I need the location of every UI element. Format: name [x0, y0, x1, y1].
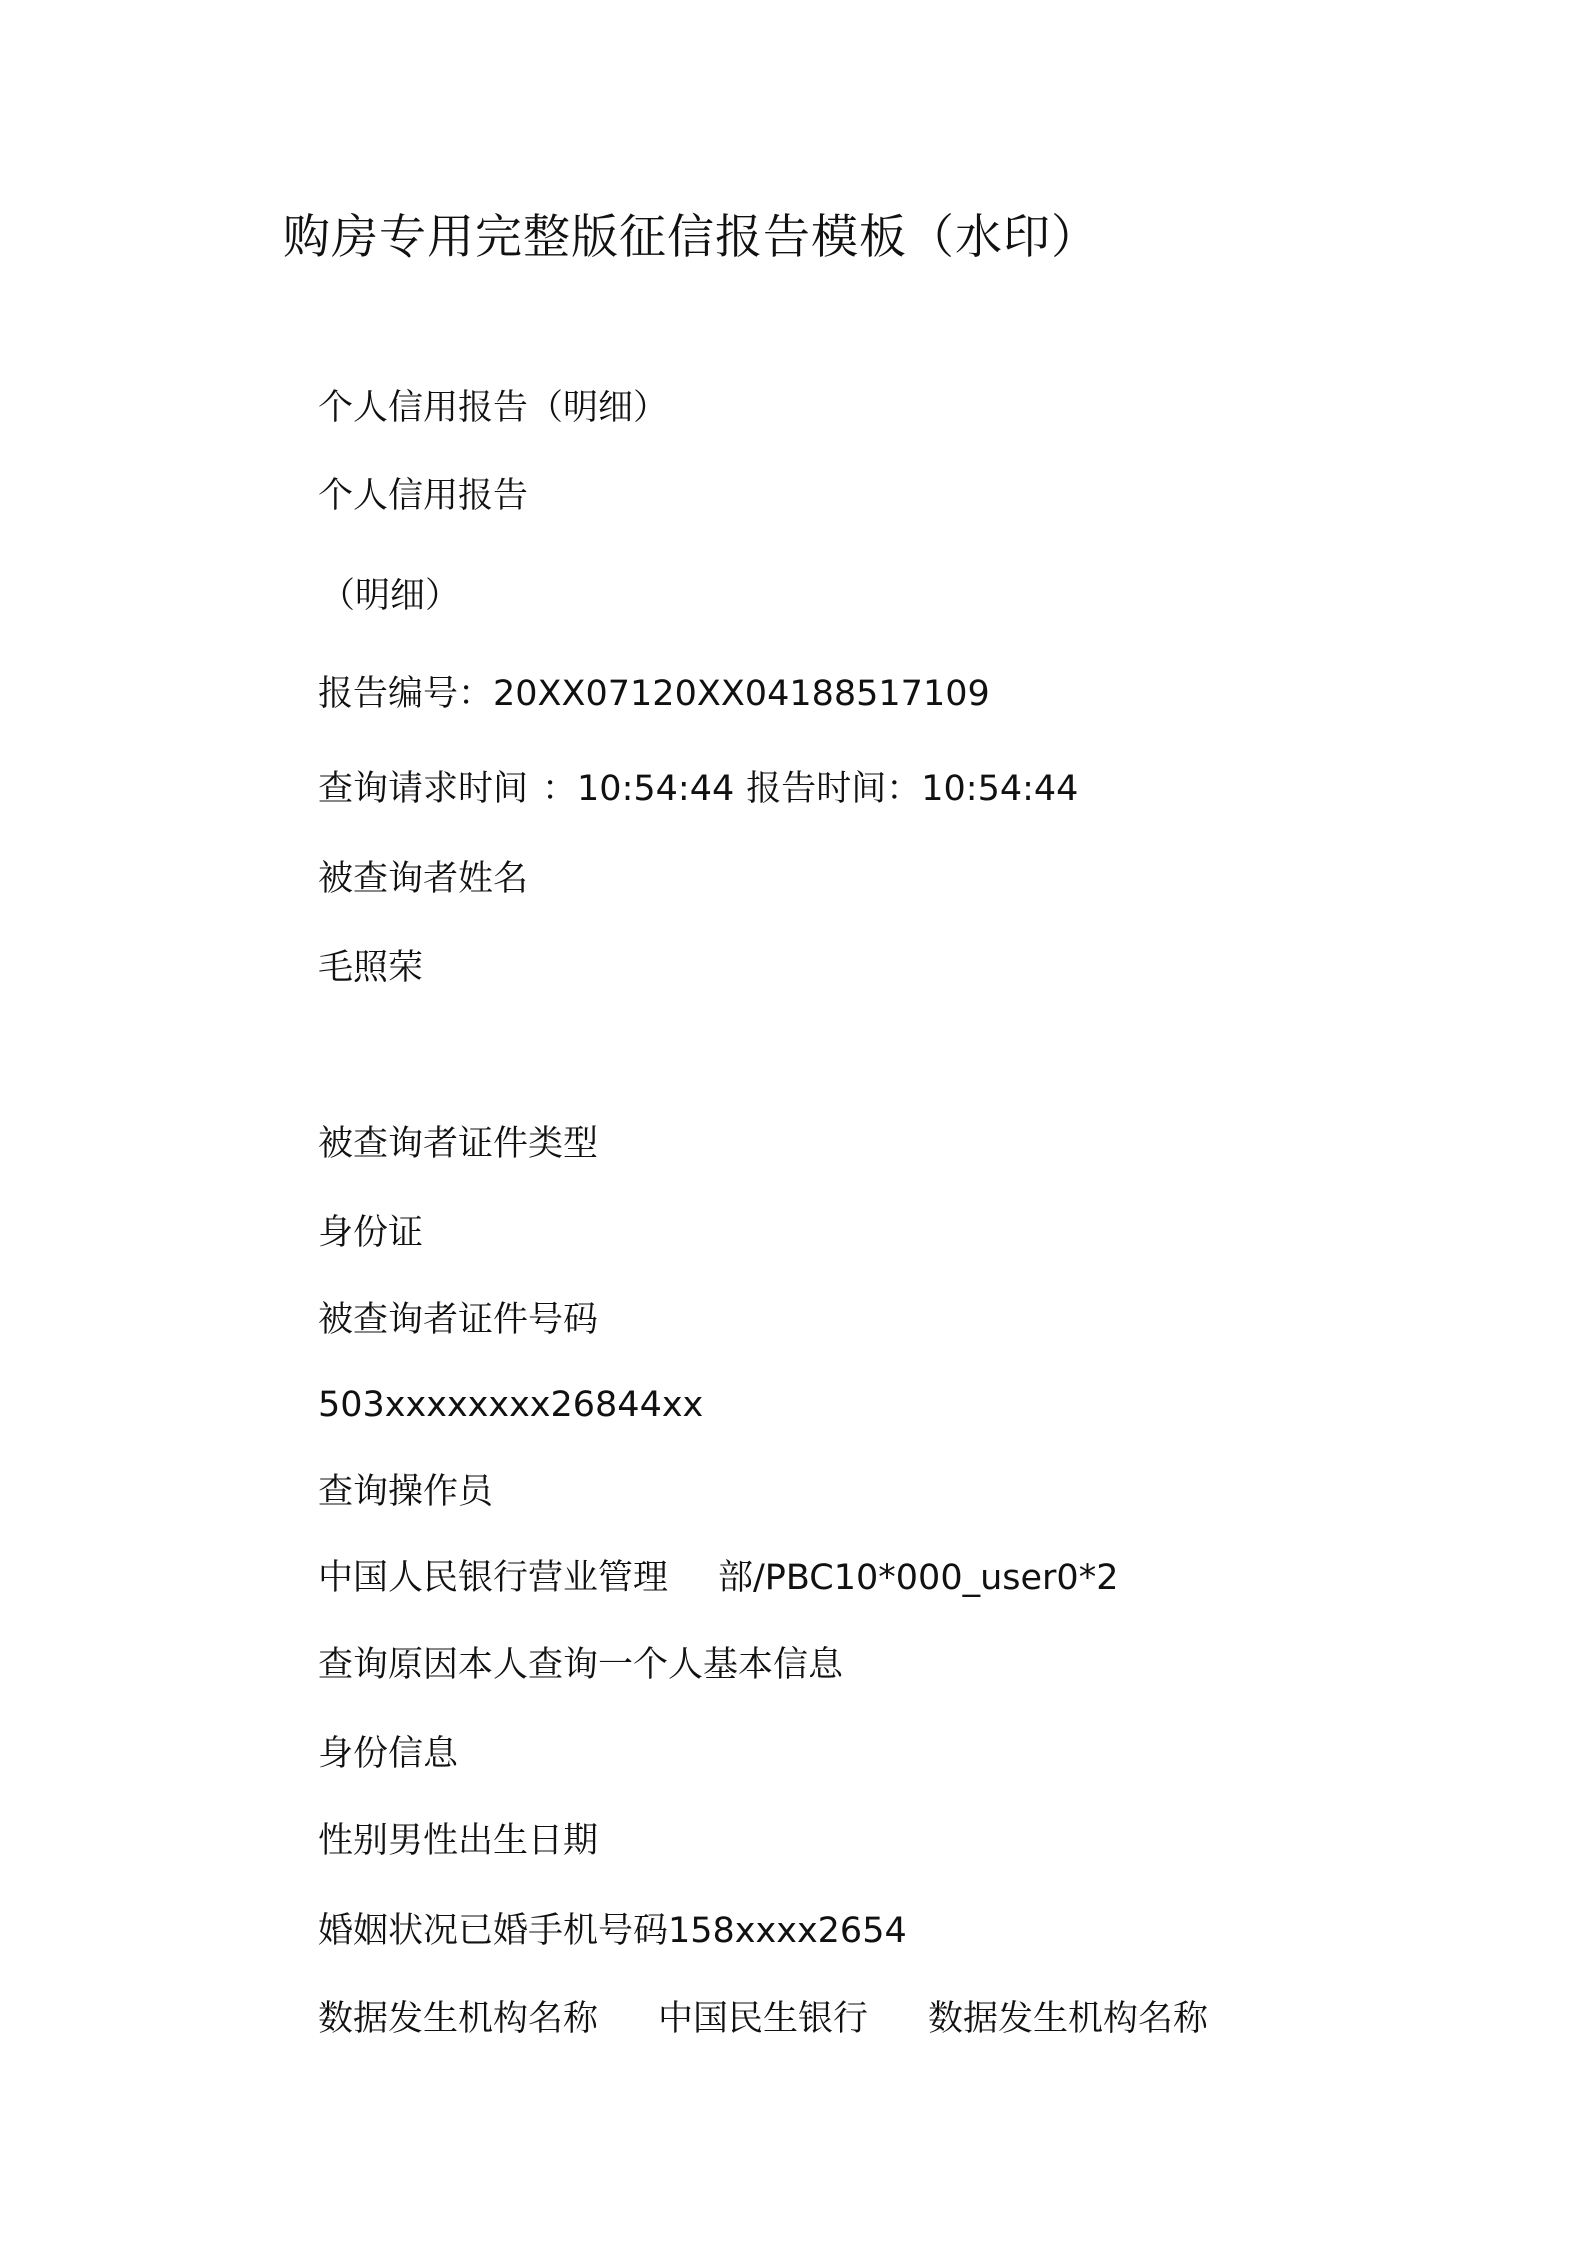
- institution-label-2: 数据发生机构名称: [928, 1999, 1209, 2039]
- subject-name-label: 被查询者姓名: [318, 859, 529, 899]
- report-time-label: 报告时间：: [746, 769, 922, 809]
- institution-label-1: 数据发生机构名称: [318, 1999, 599, 2039]
- report-number-label: 报告编号：: [318, 674, 494, 714]
- report-time-value: 10:54:44: [921, 769, 1079, 809]
- gender-birthdate-line: 性别男性出生日期: [318, 1821, 599, 1861]
- subject-name-value: 毛照荣: [318, 948, 424, 988]
- query-time-label: 查询请求时间: [318, 769, 529, 809]
- query-time-line: [318, 766, 1078, 812]
- subject-id-type-value: 身份证: [318, 1213, 424, 1253]
- identity-info-heading: 身份信息: [318, 1734, 459, 1774]
- operator-org: 中国人民银行营业管理: [318, 1558, 669, 1598]
- query-operator-label: 查询操作员: [318, 1472, 494, 1512]
- report-heading: 个人信用报告: [318, 476, 529, 516]
- query-time-value: 10:54:44: [577, 769, 735, 809]
- operator-id: 部/PBC10*000_user0*2: [718, 1558, 1119, 1598]
- report-number-value: 20XX07120XX04188517109: [493, 674, 990, 714]
- query-time-separator: ：: [542, 769, 578, 809]
- subject-id-number-value: 503xxxxxxxx26844xx: [318, 1385, 704, 1425]
- query-reason-line: 查询原因本人查询一个人基本信息: [318, 1645, 844, 1685]
- subject-id-number-label: 被查询者证件号码: [318, 1300, 599, 1340]
- marital-phone-line: 婚姻状况已婚手机号码158xxxx2654: [318, 1911, 907, 1951]
- subject-id-type-label: 被查询者证件类型: [318, 1124, 599, 1164]
- institution-name: 中国民生银行: [658, 1999, 869, 2039]
- report-heading-detail: 个人信用报告（明细）: [318, 388, 669, 428]
- report-subheading: （明细）: [320, 576, 461, 616]
- data-institution-line: [318, 1996, 1208, 2042]
- query-operator-value: [318, 1555, 1118, 1601]
- document-title: 购房专用完整版征信报告模板（水印）: [283, 210, 1099, 265]
- report-number-line: [318, 671, 990, 717]
